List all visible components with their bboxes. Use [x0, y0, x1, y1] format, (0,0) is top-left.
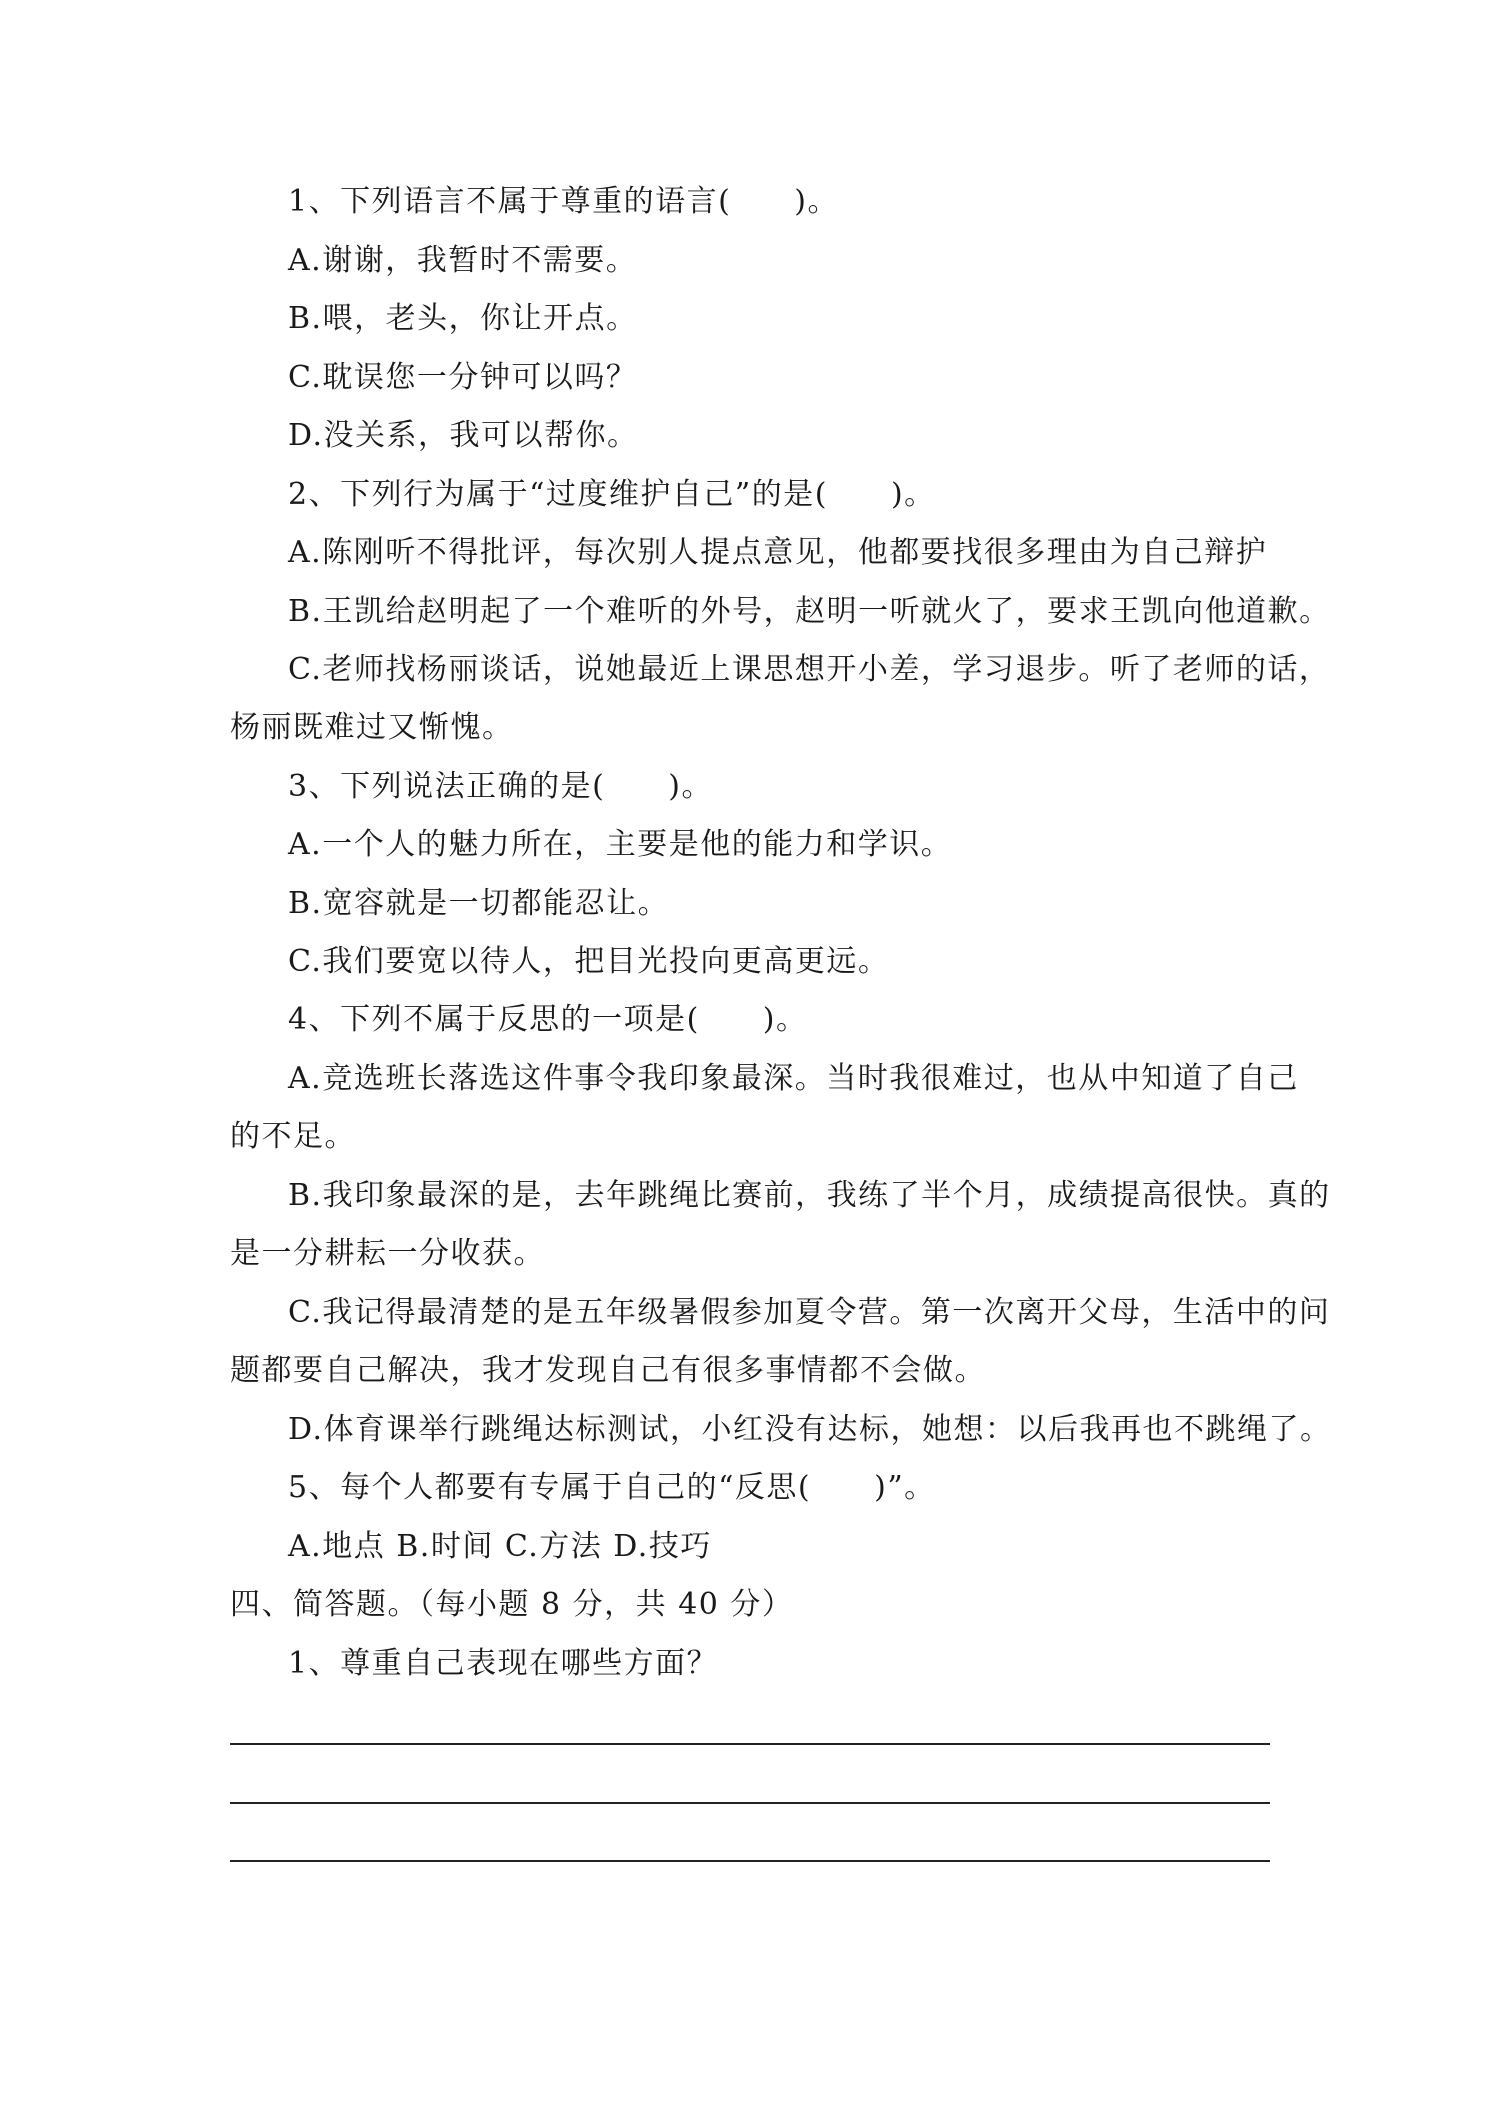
question-2-stem: 2、下列行为属于“过度维护自己”的是( )。 [288, 477, 936, 512]
question-4-stem: 4、下列不属于反思的一项是( )。 [288, 1002, 808, 1037]
question-2-option-b: B.王凯给赵明起了一个难听的外号，赵明一听就火了，要求王凯向他道歉。 [288, 594, 1331, 629]
question-4-option-c-line1: C.我记得最清楚的是五年级暑假参加夏令营。第一次离开父母，生活中的问 [288, 1295, 1331, 1330]
question-2-option-c-line1: C.老师找杨丽谈话，说她最近上课思想开小差，学习退步。听了老师的话， [288, 652, 1331, 687]
question-4-option-b-line2: 是一分耕耘一分收获。 [230, 1236, 545, 1271]
answer-line-3[interactable] [230, 1860, 1270, 1862]
question-4-option-a-line1: A.竞选班长落选这件事令我印象最深。当时我很难过，也从中知道了自己 [288, 1061, 1299, 1096]
question-3-option-a: A.一个人的魅力所在，主要是他的能力和学识。 [288, 827, 953, 862]
question-2-option-a: A.陈刚听不得批评，每次别人提点意见，他都要找很多理由为自己辩护 [288, 535, 1268, 570]
question-1-option-a: A.谢谢，我暂时不需要。 [288, 243, 638, 278]
answer-line-2[interactable] [230, 1802, 1270, 1804]
question-4-option-a-line2: 的不足。 [230, 1119, 356, 1154]
question-5-stem: 5、每个人都要有专属于自己的“反思( )”。 [288, 1470, 936, 1505]
answer-line-1[interactable] [230, 1743, 1270, 1745]
question-1-option-c: C.耽误您一分钟可以吗？ [288, 360, 638, 395]
question-5-options: A.地点 B.时间 C.方法 D.技巧 [288, 1529, 712, 1564]
question-1-option-b: B.喂，老头，你让开点。 [288, 301, 638, 336]
question-4-option-d: D.体育课举行跳绳达标测试，小红没有达标，她想：以后我再也不跳绳了。 [288, 1412, 1332, 1447]
question-3-option-c: C.我们要宽以待人，把目光投向更高更远。 [288, 944, 890, 979]
section-4-heading: 四、简答题。（每小题 8 分，共 40 分） [230, 1587, 794, 1622]
question-4-option-b-line1: B.我印象最深的是，去年跳绳比赛前，我练了半个月，成绩提高很快。真的 [288, 1178, 1331, 1213]
section-4-question-1: 1、尊重自己表现在哪些方面？ [288, 1646, 719, 1681]
question-1-option-d: D.没关系，我可以帮你。 [288, 418, 639, 453]
question-1-stem: 1、下列语言不属于尊重的语言( )。 [288, 184, 839, 219]
question-3-option-b: B.宽容就是一切都能忍让。 [288, 886, 670, 921]
question-4-option-c-line2: 题都要自己解决，我才发现自己有很多事情都不会做。 [230, 1353, 986, 1388]
question-3-stem: 3、下列说法正确的是( )。 [288, 769, 713, 804]
question-2-option-c-line2: 杨丽既难过又惭愧。 [230, 710, 514, 745]
